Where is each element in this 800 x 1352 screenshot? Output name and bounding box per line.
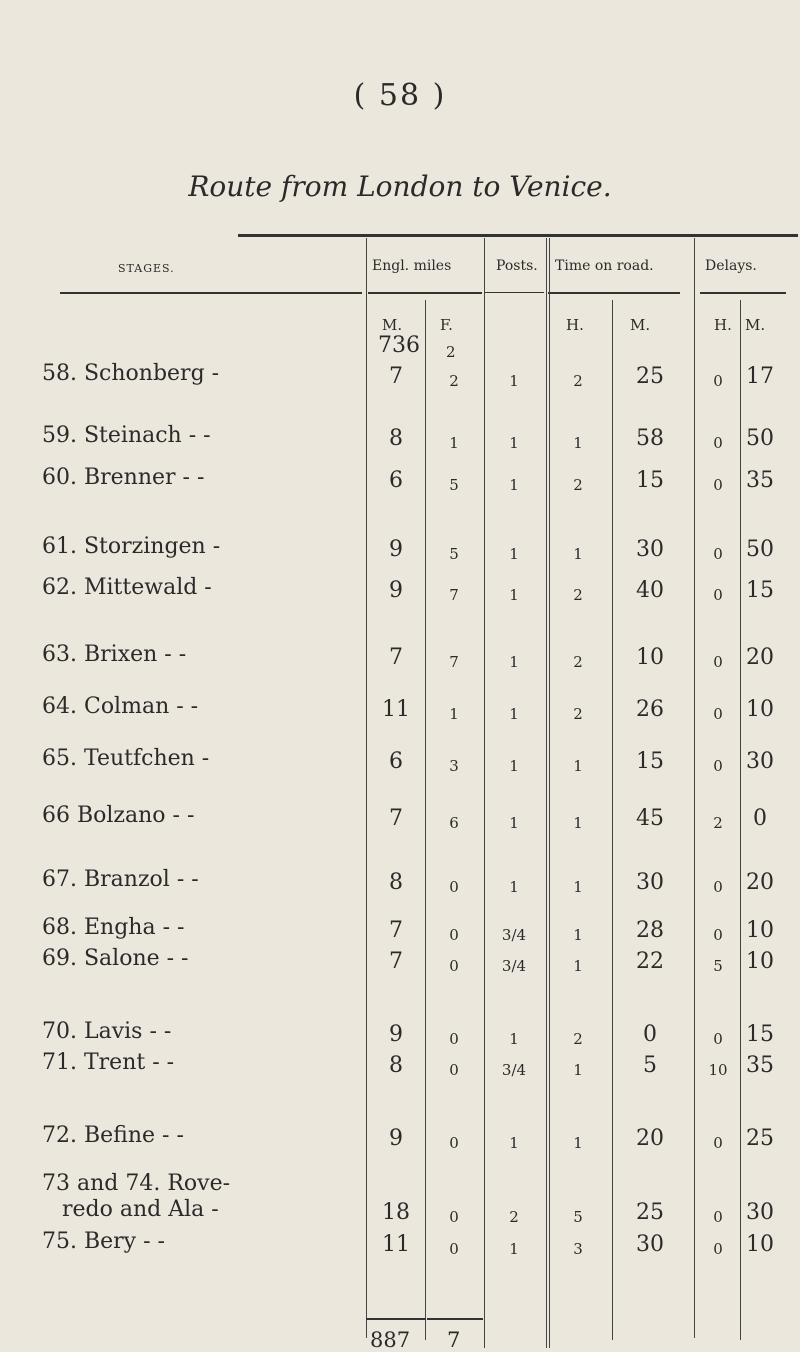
stage-name: 72. Befine - - [42, 1123, 184, 1148]
stage-name: 59. Steinach - - [42, 423, 211, 448]
cell-hours: 2 [573, 653, 583, 671]
cell-delay-m: 20 [746, 645, 774, 670]
cell-delay-m: 10 [746, 949, 774, 974]
header-rule-delays [700, 292, 786, 294]
stage-name: 66 Bolzano - - [42, 803, 195, 828]
cell-posts: 1 [509, 757, 519, 775]
cell-furlongs: 3 [449, 757, 459, 775]
carried-miles: 736 [378, 333, 420, 358]
cell-hours: 1 [573, 1134, 583, 1152]
cell-miles: 6 [389, 749, 403, 774]
cell-delay-m: 15 [746, 578, 774, 603]
cell-furlongs: 0 [449, 1061, 459, 1079]
cell-hours: 3 [573, 1240, 583, 1258]
cell-minutes: 15 [636, 468, 664, 493]
cell-hours: 1 [573, 434, 583, 452]
carried-furlongs: 2 [446, 343, 456, 361]
header-posts: Posts. [496, 258, 538, 274]
cell-posts: 3/4 [501, 957, 527, 975]
cell-furlongs: 1 [449, 705, 459, 723]
cell-hours: 1 [573, 1061, 583, 1079]
cell-delay-h: 0 [713, 372, 723, 390]
cell-posts: 1 [509, 586, 519, 604]
cell-minutes: 22 [636, 949, 664, 974]
header-rule-posts [484, 292, 544, 293]
cell-minutes: 0 [643, 1022, 657, 1047]
cell-delay-m: 10 [746, 1232, 774, 1257]
header-delays: Delays. [705, 258, 757, 274]
stage-name: 58. Schonberg - [42, 361, 220, 386]
cell-miles: 7 [389, 364, 403, 389]
column-rule [366, 238, 367, 1338]
stage-name: 75. Bery - - [42, 1229, 165, 1254]
cell-furlongs: 0 [449, 926, 459, 944]
cell-delay-h: 0 [713, 586, 723, 604]
cell-minutes: 45 [636, 806, 664, 831]
cell-miles: 11 [382, 697, 410, 722]
cell-miles: 7 [389, 949, 403, 974]
cell-minutes: 30 [636, 537, 664, 562]
page-number: ( 58 ) [353, 78, 447, 113]
cell-hours: 1 [573, 545, 583, 563]
cell-hours: 1 [573, 814, 583, 832]
cell-delay-h: 0 [713, 878, 723, 896]
header-rule-miles [368, 292, 482, 294]
cell-posts: 1 [509, 1134, 519, 1152]
page-title: Route from London to Venice. [188, 170, 612, 203]
total-rule-miles [366, 1318, 426, 1320]
cell-delay-m: 17 [746, 364, 774, 389]
cell-hours: 1 [573, 757, 583, 775]
cell-furlongs: 0 [449, 1030, 459, 1048]
cell-hours: 2 [573, 586, 583, 604]
column-rule [546, 238, 547, 1348]
cell-minutes: 58 [636, 426, 664, 451]
cell-posts: 3/4 [501, 1061, 527, 1079]
cell-furlongs: 6 [449, 814, 459, 832]
cell-minutes: 15 [636, 749, 664, 774]
cell-delay-m: 50 [746, 426, 774, 451]
column-rule [484, 238, 485, 1348]
cell-furlongs: 1 [449, 434, 459, 452]
cell-delay-m: 30 [746, 749, 774, 774]
cell-posts: 1 [509, 653, 519, 671]
subheader-minutes: M. [630, 316, 651, 334]
cell-miles: 8 [389, 426, 403, 451]
cell-delay-h: 2 [713, 814, 723, 832]
cell-delay-m: 35 [746, 468, 774, 493]
cell-delay-h: 0 [713, 1134, 723, 1152]
cell-furlongs: 0 [449, 878, 459, 896]
cell-miles: 6 [389, 468, 403, 493]
cell-posts: 1 [509, 434, 519, 452]
cell-delay-h: 5 [713, 957, 723, 975]
stage-name: 68. Engha - - [42, 915, 185, 940]
cell-delay-h: 0 [713, 1208, 723, 1226]
cell-furlongs: 0 [449, 957, 459, 975]
cell-minutes: 20 [636, 1126, 664, 1151]
cell-minutes: 10 [636, 645, 664, 670]
cell-furlongs: 5 [449, 545, 459, 563]
cell-miles: 8 [389, 870, 403, 895]
header-rule-stages [60, 292, 362, 294]
cell-miles: 11 [382, 1232, 410, 1257]
cell-posts: 1 [509, 1030, 519, 1048]
cell-posts: 1 [509, 372, 519, 390]
stage-name: 69. Salone - - [42, 946, 189, 971]
cell-delay-m: 0 [753, 806, 767, 831]
stage-name: 73 and 74. Rove- [42, 1171, 231, 1196]
cell-delay-h: 0 [713, 434, 723, 452]
cell-furlongs: 7 [449, 653, 459, 671]
cell-miles: 7 [389, 806, 403, 831]
column-rule [425, 300, 426, 1340]
cell-posts: 1 [509, 1240, 519, 1258]
cell-minutes: 40 [636, 578, 664, 603]
cell-posts: 3/4 [501, 926, 527, 944]
cell-minutes: 25 [636, 364, 664, 389]
cell-posts: 1 [509, 545, 519, 563]
cell-delay-h: 0 [713, 476, 723, 494]
cell-furlongs: 0 [449, 1134, 459, 1152]
stage-name: 64. Colman - - [42, 694, 199, 719]
cell-furlongs: 7 [449, 586, 459, 604]
subheader-hours: H. [566, 316, 584, 334]
header-time-on-road: Time on road. [555, 258, 654, 274]
cell-furlongs: 0 [449, 1208, 459, 1226]
cell-miles: 18 [382, 1200, 410, 1225]
cell-posts: 1 [509, 705, 519, 723]
column-rule [549, 238, 550, 1348]
cell-hours: 2 [573, 705, 583, 723]
cell-delay-m: 15 [746, 1022, 774, 1047]
stage-name: 60. Brenner - - [42, 465, 205, 490]
cell-minutes: 30 [636, 1232, 664, 1257]
column-rule [612, 300, 613, 1340]
cell-miles: 9 [389, 537, 403, 562]
cell-miles: 9 [389, 1126, 403, 1151]
cell-delay-h: 0 [713, 757, 723, 775]
cell-delay-h: 0 [713, 1240, 723, 1258]
cell-miles: 9 [389, 1022, 403, 1047]
subheader-furlongs: F. [440, 316, 453, 334]
header-stages: STAGES. [118, 262, 175, 275]
header-engl-miles: Engl. miles [372, 258, 452, 274]
stage-name: 71. Trent - - [42, 1050, 175, 1075]
cell-delay-m: 10 [746, 697, 774, 722]
stage-name: 63. Brixen - - [42, 642, 187, 667]
cell-minutes: 5 [643, 1053, 657, 1078]
cell-hours: 5 [573, 1208, 583, 1226]
cell-delay-h: 0 [713, 545, 723, 563]
cell-miles: 9 [389, 578, 403, 603]
top-rule [238, 234, 798, 237]
cell-delay-m: 25 [746, 1126, 774, 1151]
cell-hours: 1 [573, 926, 583, 944]
stage-name: 70. Lavis - - [42, 1019, 172, 1044]
cell-miles: 8 [389, 1053, 403, 1078]
stage-name: 67. Branzol - - [42, 867, 199, 892]
cell-delay-m: 10 [746, 918, 774, 943]
subheader-miles: M. [382, 316, 403, 334]
cell-delay-m: 30 [746, 1200, 774, 1225]
cell-hours: 2 [573, 1030, 583, 1048]
cell-delay-h: 0 [713, 653, 723, 671]
cell-hours: 1 [573, 957, 583, 975]
cell-furlongs: 0 [449, 1240, 459, 1258]
cell-posts: 1 [509, 476, 519, 494]
cell-miles: 7 [389, 918, 403, 943]
stage-name: 65. Teutfchen - [42, 746, 210, 771]
stage-name: 61. Storzingen - [42, 534, 221, 559]
subheader-delay-minutes: M. [745, 316, 766, 334]
cell-hours: 2 [573, 372, 583, 390]
cell-minutes: 26 [636, 697, 664, 722]
stage-name-continued: redo and Ala - [62, 1197, 219, 1222]
total-miles: 887 [370, 1328, 411, 1352]
cell-posts: 1 [509, 878, 519, 896]
cell-delay-h: 0 [713, 705, 723, 723]
stage-name: 62. Mittewald - [42, 575, 212, 600]
total-rule-furlongs [427, 1318, 483, 1320]
header-rule-time [548, 292, 680, 294]
cell-delay-h: 0 [713, 1030, 723, 1048]
cell-hours: 2 [573, 476, 583, 494]
cell-delay-h: 0 [713, 926, 723, 944]
subheader-delay-hours: H. [714, 316, 732, 334]
cell-furlongs: 5 [449, 476, 459, 494]
column-rule [694, 238, 695, 1338]
cell-posts: 1 [509, 814, 519, 832]
cell-minutes: 28 [636, 918, 664, 943]
cell-minutes: 25 [636, 1200, 664, 1225]
cell-delay-m: 50 [746, 537, 774, 562]
cell-miles: 7 [389, 645, 403, 670]
total-furlongs: 7 [447, 1328, 461, 1352]
cell-minutes: 30 [636, 870, 664, 895]
cell-furlongs: 2 [449, 372, 459, 390]
cell-hours: 1 [573, 878, 583, 896]
cell-delay-m: 20 [746, 870, 774, 895]
cell-delay-h: 10 [708, 1061, 728, 1079]
cell-delay-m: 35 [746, 1053, 774, 1078]
cell-posts: 2 [509, 1208, 519, 1226]
